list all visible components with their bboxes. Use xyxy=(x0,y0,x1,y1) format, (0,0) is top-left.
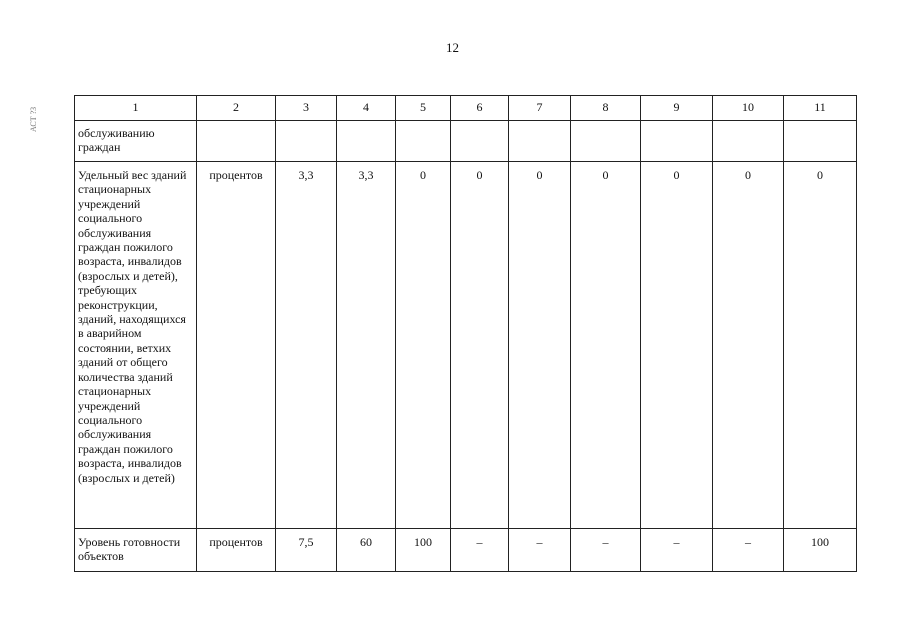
value-cell xyxy=(509,121,571,162)
value-cell xyxy=(784,121,857,162)
table-header-row xyxy=(75,96,857,121)
column-header: 2 xyxy=(197,96,276,121)
value-cell xyxy=(396,121,451,162)
value-cell: 0 xyxy=(509,162,571,529)
column-header: 1 xyxy=(75,96,197,121)
column-header: 8 xyxy=(571,96,641,121)
unit-cell: процентов xyxy=(197,162,276,529)
value-cell: – xyxy=(509,529,571,572)
value-cell: – xyxy=(451,529,509,572)
page-number: 12 xyxy=(446,40,459,55)
value-cell: 100 xyxy=(784,529,857,572)
value-cell: – xyxy=(641,529,713,572)
value-cell: 0 xyxy=(396,162,451,529)
table-row xyxy=(75,162,857,529)
column-header: 10 xyxy=(713,96,784,121)
unit-cell: процентов xyxy=(197,529,276,572)
value-cell: 0 xyxy=(451,162,509,529)
value-cell: 0 xyxy=(641,162,713,529)
value-cell xyxy=(451,121,509,162)
column-header: 6 xyxy=(451,96,509,121)
value-cell xyxy=(571,121,641,162)
indicator-name: Уровень готовности объектов xyxy=(75,529,197,572)
column-header: 3 xyxy=(276,96,337,121)
value-cell: 3,3 xyxy=(276,162,337,529)
column-header: 9 xyxy=(641,96,713,121)
value-cell xyxy=(641,121,713,162)
value-cell: 0 xyxy=(784,162,857,529)
data-table xyxy=(74,95,857,572)
value-cell: 7,5 xyxy=(276,529,337,572)
value-cell: 3,3 xyxy=(337,162,396,529)
table-row xyxy=(75,529,857,572)
value-cell: 100 xyxy=(396,529,451,572)
value-cell: 0 xyxy=(713,162,784,529)
value-cell: 0 xyxy=(571,162,641,529)
column-header: 5 xyxy=(396,96,451,121)
column-header: 4 xyxy=(337,96,396,121)
value-cell xyxy=(713,121,784,162)
margin-stamp: АСТ ?З xyxy=(29,106,38,132)
value-cell xyxy=(337,121,396,162)
column-header: 11 xyxy=(784,96,857,121)
indicator-name: обслуживанию граждан xyxy=(75,121,197,162)
indicator-name: Удельный вес зданий стационарных учреждений социального обслуживания граждан пожилого возраста, инвалидов (взрослых и детей), требующих реконструкции, зданий, находящихся в аварийном состоянии, ветхих зданий от общего количества зданий стационарных учреждений социального обслуживания граждан пожилого возраста, инвалидов (взрослых и детей) xyxy=(75,162,197,529)
value-cell xyxy=(276,121,337,162)
value-cell: – xyxy=(713,529,784,572)
table-row xyxy=(75,121,857,162)
value-cell: – xyxy=(571,529,641,572)
value-cell: 60 xyxy=(337,529,396,572)
column-header: 7 xyxy=(509,96,571,121)
unit-cell xyxy=(197,121,276,162)
